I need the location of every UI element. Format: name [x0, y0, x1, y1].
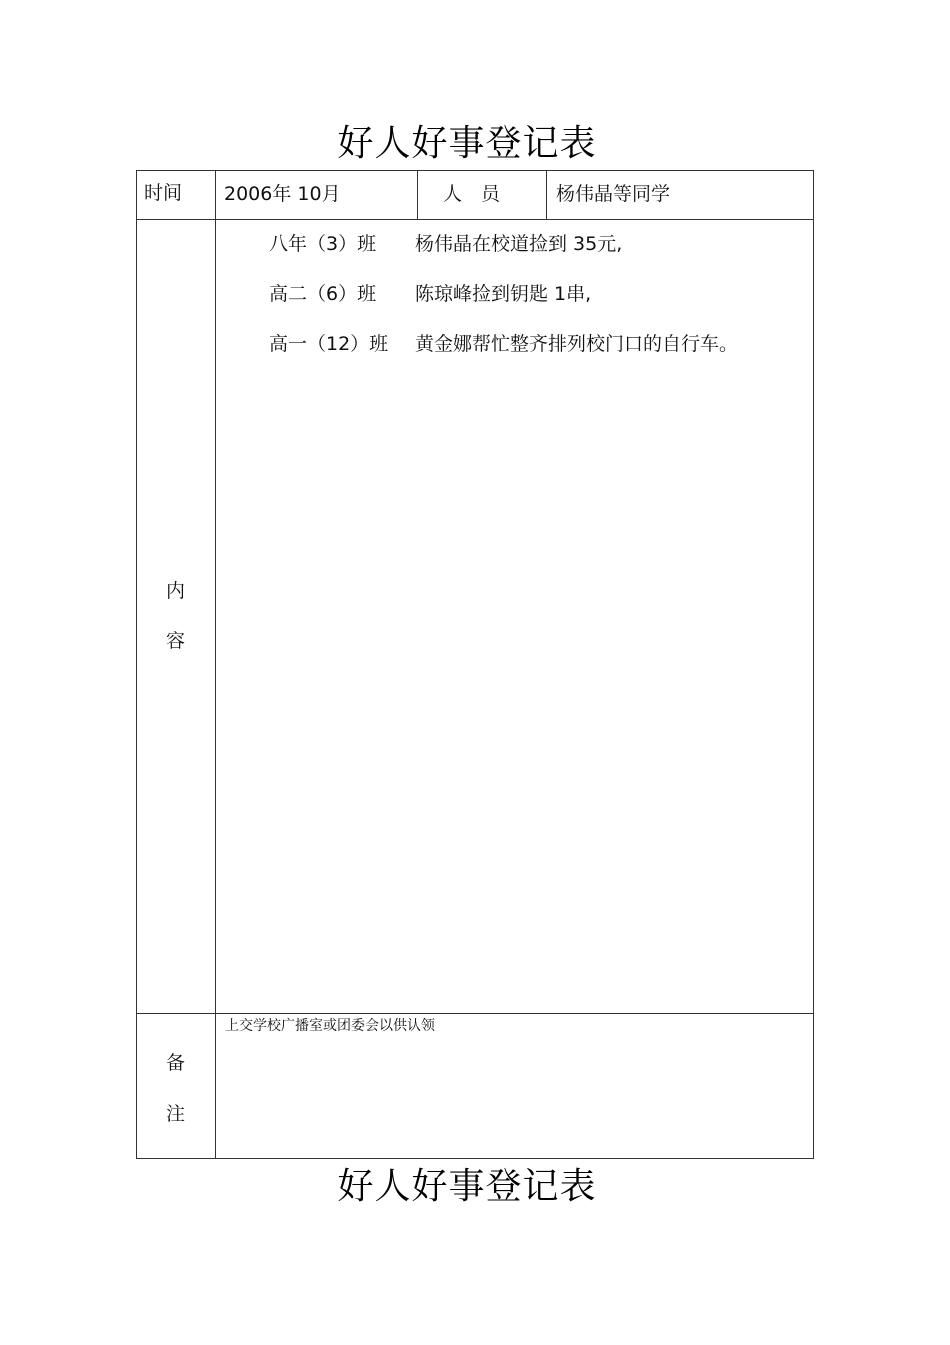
remarks-label-char-1: 备	[165, 1052, 185, 1074]
entry-class: 八年（3）班	[269, 233, 377, 255]
content-label-char-2: 容	[165, 630, 185, 652]
entry-text: 黄金娜帮忙整齐排列校门口的自行车。	[415, 333, 739, 355]
person-label: 人 员	[443, 183, 501, 205]
person-value: 杨伟晶等同学	[556, 183, 671, 205]
remarks-divider	[136, 1013, 814, 1014]
form-border-bottom	[136, 1158, 814, 1159]
form-border-right	[813, 170, 814, 1159]
remarks-label-char-2: 注	[165, 1103, 185, 1125]
time-value: 2006年 10月	[224, 183, 341, 205]
label-column-divider	[215, 170, 216, 1159]
content-label-char-1: 内	[165, 580, 185, 602]
form-border-top	[136, 170, 814, 171]
entry-text: 杨伟晶在校道捡到 35元,	[415, 233, 623, 255]
remarks-text: 上交学校广播室或团委会以供认领	[225, 1018, 435, 1034]
registration-form	[136, 170, 814, 1159]
form-border-left	[136, 170, 137, 1159]
content-entry	[269, 282, 591, 306]
content-label	[136, 579, 215, 653]
content-entry	[269, 232, 622, 256]
content-entry	[269, 332, 738, 356]
header-divider	[136, 219, 814, 220]
form-title: 好人好事登记表	[337, 123, 597, 164]
time-label: 时间	[144, 182, 183, 204]
form-title-repeat: 好人好事登记表	[337, 1166, 597, 1207]
entry-class: 高一（12）班	[269, 333, 389, 355]
entry-class: 高二（6）班	[269, 283, 377, 305]
remarks-label	[136, 1051, 215, 1126]
header-divider-3	[546, 170, 547, 220]
entry-text: 陈琼峰捡到钥匙 1串,	[415, 283, 592, 305]
header-divider-2	[417, 170, 418, 220]
